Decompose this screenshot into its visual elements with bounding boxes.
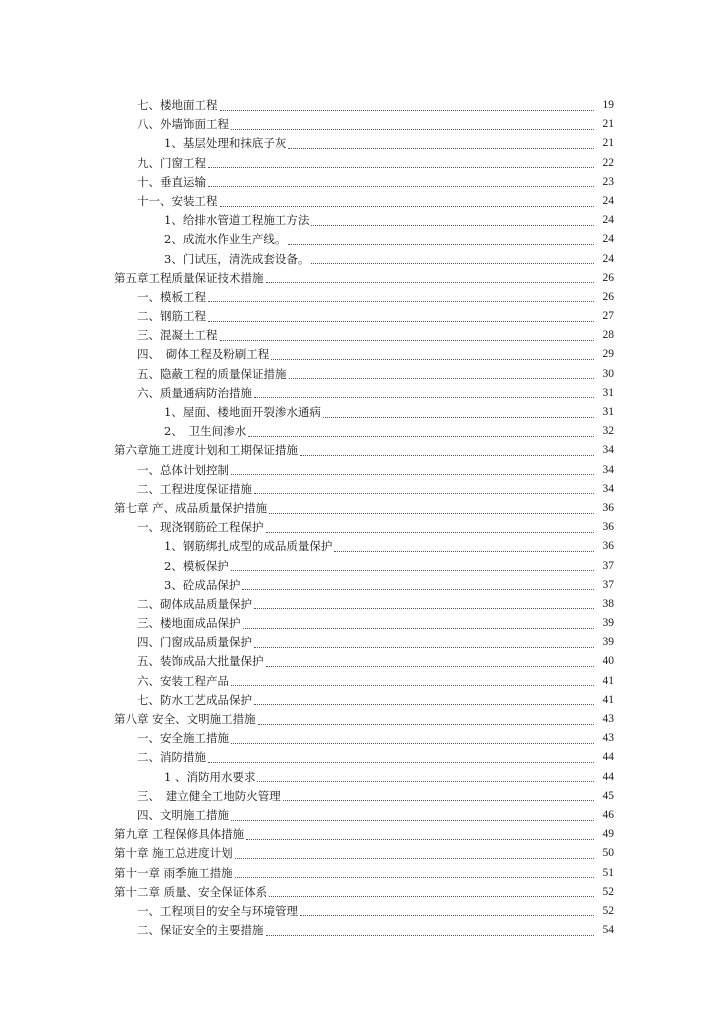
toc-page-number: 31 — [602, 406, 614, 418]
toc-entry-title: 五、装饰成品大批量保护 — [137, 654, 264, 669]
toc-dot-leader — [300, 914, 594, 916]
toc-entry[interactable] — [0, 537, 724, 556]
toc-dot-leader — [243, 627, 595, 629]
toc-entry[interactable] — [0, 134, 724, 153]
toc-entry[interactable] — [0, 557, 724, 576]
toc-entry-title: 四、门窗成品质量保护 — [137, 635, 252, 650]
toc-entry[interactable] — [0, 307, 724, 326]
toc-entry-title: 三、楼地面成品保护 — [137, 616, 241, 631]
toc-page-number: 44 — [602, 770, 614, 783]
toc-entry-title: 第七章 产、成品质量保护措施 — [114, 500, 268, 515]
toc-entry[interactable] — [0, 576, 724, 595]
toc-entry-title: 五、隐蔽工程的质量保证措施 — [137, 366, 287, 381]
toc-dot-leader — [248, 435, 594, 437]
toc-entry[interactable] — [0, 269, 724, 288]
toc-entry-title: 第十章 施工总进度计划 — [114, 846, 233, 861]
toc-entry[interactable] — [0, 864, 724, 883]
toc-entry-title: 一、模板工程 — [137, 289, 206, 304]
toc-entry-title: 三、 建立健全工地防火管理 — [137, 788, 281, 803]
toc-entry[interactable] — [0, 441, 724, 460]
toc-entry-title: 第五章工程质量保证技术措施 — [114, 270, 264, 285]
toc-entry-title: 九、门窗工程 — [137, 155, 206, 170]
toc-entry-title: 第十一章 雨季施工措施 — [114, 865, 233, 880]
toc-entry-title: 第十二章 质量、安全保证体系 — [114, 884, 268, 899]
toc-entry[interactable] — [0, 230, 724, 249]
toc-entry-title: 2、 卫生间渗水 — [164, 424, 247, 439]
toc-dot-leader — [231, 684, 594, 686]
toc-entry[interactable] — [0, 595, 724, 614]
toc-dot-leader — [300, 454, 594, 456]
toc-page-number: 37 — [602, 559, 614, 572]
toc-dot-leader — [288, 243, 594, 245]
toc-dot-leader — [266, 665, 595, 667]
toc-entry-title: 八、外墙饰面工程 — [137, 117, 229, 132]
toc-entry[interactable] — [0, 633, 724, 652]
toc-entry[interactable] — [0, 691, 724, 710]
toc-dot-leader — [311, 262, 594, 264]
toc-entry-title: 二、保证安全的主要措施 — [137, 923, 264, 938]
toc-entry[interactable] — [0, 211, 724, 230]
toc-page-number: 36 — [602, 540, 614, 553]
toc-dot-leader — [334, 550, 594, 552]
toc-dot-leader — [231, 473, 594, 475]
toc-entry-title: 六、质量通病防治措施 — [137, 385, 252, 400]
toc-entry[interactable] — [0, 192, 724, 211]
toc-dot-leader — [266, 281, 595, 283]
toc-dot-leader — [235, 876, 594, 878]
toc-entry-title: 七、楼地面工程 — [137, 98, 218, 112]
toc-entry[interactable] — [0, 614, 724, 633]
toc-dot-leader — [231, 742, 594, 744]
toc-entry-title: 七、防水工艺成品保护 — [137, 692, 252, 707]
toc-entry-title: 3、砼成品保护 — [164, 577, 241, 592]
toc-page-number: 26 — [602, 271, 614, 284]
toc-page-number: 29 — [602, 348, 614, 361]
toc-dot-leader — [288, 147, 594, 149]
toc-dot-leader — [269, 512, 594, 514]
toc-entry-title: 第九章 工程保修具体措施 — [114, 827, 245, 842]
toc-entry-title: 一、安全施工措施 — [137, 731, 229, 746]
toc-entry-title: 二、消防措施 — [137, 750, 206, 765]
toc-page-number: 38 — [602, 597, 614, 610]
toc-page-number: 24 — [602, 214, 614, 227]
toc-page-number: 50 — [602, 847, 614, 860]
toc-entry-title: 四、文明施工措施 — [137, 807, 229, 822]
toc-entry[interactable] — [0, 768, 724, 787]
toc-entry-title: 第八章 安全、文明施工措施 — [114, 712, 256, 726]
toc-dot-leader — [311, 224, 594, 226]
toc-page-number: 32 — [602, 425, 614, 438]
toc-entry[interactable] — [0, 787, 724, 806]
toc-dot-leader — [242, 588, 594, 590]
toc-entry[interactable] — [0, 883, 724, 902]
toc-dot-leader — [266, 531, 595, 533]
toc-page-number: 54 — [602, 924, 614, 937]
toc-entry[interactable] — [0, 365, 724, 384]
toc-page-number: 24 — [602, 233, 614, 246]
toc-page-number: 41 — [602, 693, 614, 706]
toc-entry[interactable] — [0, 921, 724, 940]
toc-dot-leader — [269, 895, 594, 897]
toc-entry-title: 1、给排水管道工程施工方法 — [164, 213, 310, 228]
toc-entry[interactable] — [0, 173, 724, 192]
toc-entry-title: 二、钢筋工程 — [137, 309, 206, 324]
toc-page-number: 31 — [602, 386, 614, 399]
toc-entry-title: 2、成流水作业生产线。 — [164, 232, 287, 247]
toc-dot-leader — [220, 339, 595, 341]
toc-page-number: 28 — [602, 329, 614, 342]
toc-dot-leader — [271, 358, 594, 360]
toc-entry-title: 一、现浇钢筋砼工程保护 — [137, 520, 264, 535]
toc-entry[interactable] — [0, 480, 724, 499]
toc-page-number: 39 — [602, 617, 614, 630]
toc-dot-leader — [208, 300, 594, 302]
toc-entry[interactable] — [0, 652, 724, 671]
toc-dot-leader — [254, 703, 594, 705]
toc-entry[interactable] — [0, 250, 724, 269]
toc-page-number: 22 — [602, 156, 614, 169]
toc-dot-leader — [254, 607, 594, 609]
toc-entry[interactable] — [0, 288, 724, 307]
toc-entry[interactable] — [0, 902, 724, 921]
toc-dot-leader — [220, 205, 595, 207]
toc-dot-leader — [208, 761, 594, 763]
toc-entry[interactable] — [0, 326, 724, 345]
toc-dot-leader — [208, 320, 594, 322]
toc-entry-title: 六、安装工程产品 — [137, 673, 229, 688]
toc-dot-leader — [208, 185, 594, 187]
toc-page-number: 21 — [602, 118, 614, 131]
toc-page-number: 27 — [602, 310, 614, 323]
toc-entry-title: 3、门试压，清洗成套设备。 — [164, 251, 310, 266]
toc-dot-leader — [235, 857, 594, 859]
toc-page-number: 39 — [602, 636, 614, 649]
toc-page-number: 51 — [602, 866, 614, 879]
toc-page-number: 34 — [602, 482, 614, 495]
toc-entry[interactable] — [0, 384, 724, 403]
toc-page-number: 45 — [602, 789, 614, 802]
toc-entry[interactable] — [0, 345, 724, 364]
toc-entry-title: 1、屋面、楼地面开裂渗水通病 — [164, 405, 321, 419]
toc-entry-title: 十、垂直运输 — [137, 174, 206, 189]
toc-page-number: 43 — [602, 732, 614, 745]
toc-page-number: 26 — [602, 290, 614, 303]
toc-entry-title: 十一、安装工程 — [137, 193, 218, 208]
toc-page-number: 52 — [602, 904, 614, 917]
toc-entry-title: 二、砌体成品质量保护 — [137, 596, 252, 611]
toc-page-number: 52 — [602, 885, 614, 898]
toc-dot-leader — [246, 838, 594, 840]
toc-dot-leader — [254, 492, 594, 494]
toc-entry[interactable] — [0, 729, 724, 748]
toc-dot-leader — [254, 396, 594, 398]
toc-dot-leader — [254, 646, 594, 648]
toc-dot-leader — [289, 377, 595, 379]
toc-entry-title: 1 、消防用水要求 — [164, 769, 256, 784]
toc-page-number: 49 — [602, 828, 614, 841]
toc-page-number: 30 — [602, 367, 614, 380]
toc-page-number: 41 — [602, 674, 614, 687]
toc-entry[interactable] — [0, 844, 724, 863]
toc-entry[interactable] — [0, 710, 724, 729]
toc-page-number: 24 — [602, 194, 614, 207]
toc-entry[interactable] — [0, 154, 724, 173]
toc-dot-leader — [323, 416, 594, 418]
toc-entry-title: 一、总体计划控制 — [137, 462, 229, 477]
toc-page-number: 19 — [602, 99, 614, 111]
toc-dot-leader — [231, 819, 594, 821]
table-of-contents — [0, 96, 724, 940]
toc-dot-leader — [258, 723, 594, 725]
toc-dot-leader — [257, 780, 594, 782]
toc-page-number: 23 — [602, 175, 614, 188]
toc-entry-title: 第六章施工进度计划和工期保证措施 — [114, 443, 298, 458]
toc-entry-title: 三、混凝土工程 — [137, 328, 218, 343]
toc-entry[interactable] — [0, 825, 724, 844]
toc-page-number: 36 — [602, 521, 614, 534]
toc-page-number: 37 — [602, 578, 614, 591]
toc-entry-title: 2、模板保护 — [164, 558, 229, 573]
toc-entry-title: 1、钢筋绑扎成型的成品质量保护 — [164, 539, 333, 554]
toc-page-number: 36 — [602, 501, 614, 514]
toc-entry[interactable] — [0, 461, 724, 480]
toc-dot-leader — [231, 569, 594, 571]
toc-dot-leader — [266, 934, 595, 936]
toc-entry[interactable] — [0, 499, 724, 518]
toc-page-number: 21 — [602, 137, 614, 150]
toc-page-number: 34 — [602, 463, 614, 476]
toc-dot-leader — [231, 128, 594, 130]
toc-page-number: 40 — [602, 655, 614, 668]
toc-page-number: 46 — [602, 808, 614, 821]
toc-dot-leader — [220, 109, 595, 111]
toc-entry[interactable] — [0, 96, 724, 115]
toc-dot-leader — [208, 166, 594, 168]
toc-entry[interactable] — [0, 403, 724, 422]
toc-entry[interactable] — [0, 115, 724, 134]
toc-page-number: 34 — [602, 444, 614, 457]
toc-entry-title: 二、工程进度保证措施 — [137, 481, 252, 496]
toc-entry-title: 四、 砌体工程及粉刷工程 — [137, 347, 270, 362]
toc-entry-title: 1、基层处理和抹底子灰 — [164, 136, 287, 151]
toc-entry[interactable] — [0, 518, 724, 537]
toc-entry[interactable] — [0, 806, 724, 825]
toc-page-number: 44 — [602, 751, 614, 764]
toc-dot-leader — [283, 799, 594, 801]
toc-entry[interactable] — [0, 748, 724, 767]
toc-page-number: 43 — [602, 713, 614, 725]
toc-entry[interactable] — [0, 422, 724, 441]
toc-entry-title: 一、工程项目的安全与环境管理 — [137, 903, 298, 918]
toc-page-number: 24 — [602, 252, 614, 265]
toc-entry[interactable] — [0, 672, 724, 691]
